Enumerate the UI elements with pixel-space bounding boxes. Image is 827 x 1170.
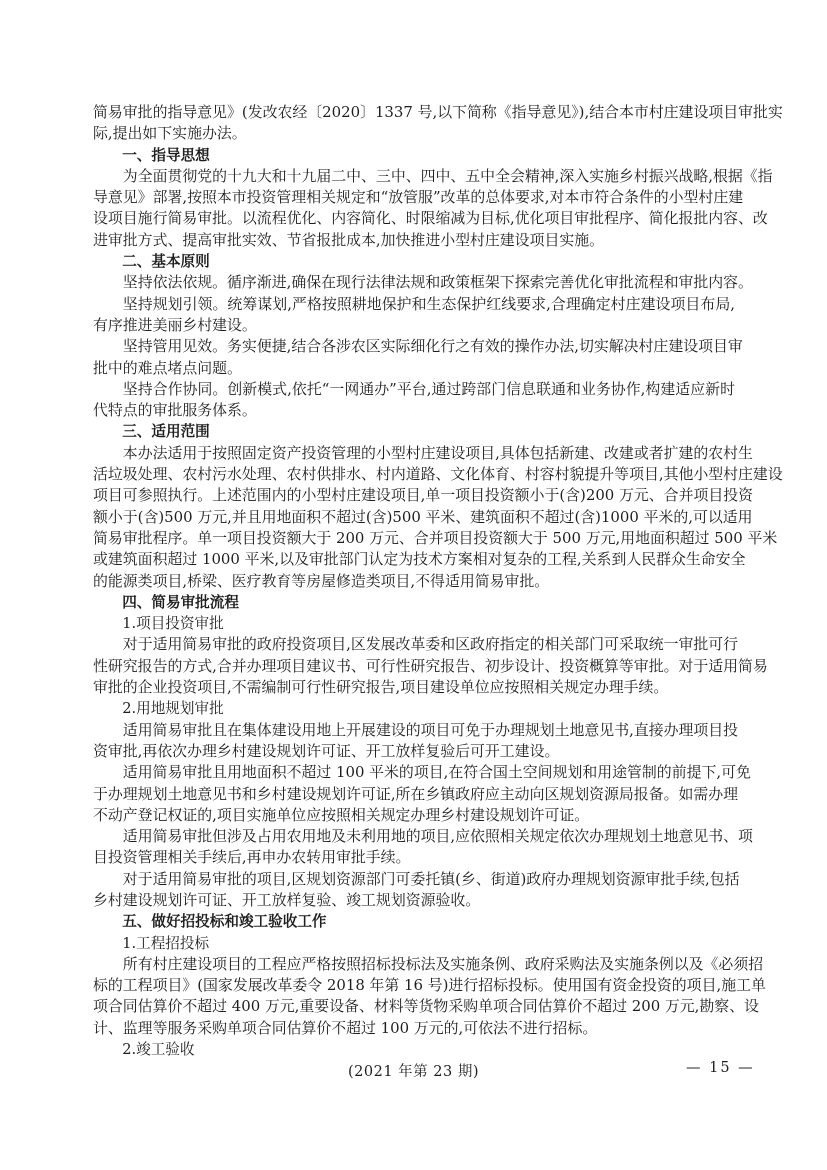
text-line: 或建筑面积超过 1000 平米,以及审批部门认定为技术方案相对复杂的工程,关系到人民群众生命安全: [93, 550, 746, 569]
text-line: 不动产登记权证的,项目实施单位应按照相关规定办理乡村建设规划许可证。: [93, 805, 590, 824]
text-line: 坚持合作协同。创新模式,依托“一网通办”平台,通过跨部门信息联通和业务协作,构建适应新时: [122, 379, 735, 398]
text-line: 本办法适用于按照固定资产投资管理的小型村庄建设项目,具体包括新建、改建或者扩建的农村生: [122, 443, 753, 462]
paragraph: [93, 443, 783, 592]
text-line: 额小于(含)500 万元,并且用地面积不超过(含)500 平米、建筑面积不超过(含)1000 平米的,可以适用: [93, 507, 753, 526]
subsection-heading: [93, 613, 735, 634]
text-line: 计、监理等服务采购单项合同估算价不超过 100 万元的,可依法不进行招标。: [93, 1018, 598, 1037]
section-heading: [93, 421, 735, 442]
text-line: 审批的企业投资项目,不需编制可行性研究报告,项目建设单位应按照相关规定办理手续。: [93, 678, 669, 697]
section-heading: [93, 251, 735, 272]
section-heading: [93, 592, 735, 613]
text-line: 活垃圾处理、农村污水处理、农村供排水、村内道路、文化体育、村容村貌提升等项目,其他小型村庄建设: [93, 465, 783, 484]
text-line: 对于适用简易审批的政府投资项目,区发展改革委和区政府指定的相关部门可采取统一审批可行: [122, 635, 739, 654]
text-line: 坚持规划引领。统筹谋划,严格按照耕地保护和生态保护红线要求,合理确定村庄建设项目布局,: [122, 294, 735, 313]
text-line: 项合同估算价不超过 400 万元,重要设备、材料等货物采购单项合同估算价不超过 200 万元,勘察、设: [93, 997, 759, 1016]
text-line: 资审批,再依次办理乡村建设规划许可证、开工放样复验后可开工建设。: [93, 741, 560, 760]
text-line: 标的工程项目》(国家发展改革委令 2018 年第 16 号)进行招标投标。使用国有资金投资的项目,施工单: [93, 976, 766, 995]
text-line: 项目可参照执行。上述范围内的小型村庄建设项目,单一项目投资额小于(含)200 万元、合并项目投资: [93, 486, 754, 505]
paragraph: [93, 634, 768, 698]
text-line: 批中的难点堵点问题。: [93, 358, 242, 377]
text-line: 际,提出如下实施办法。: [93, 124, 247, 143]
text-line: 二、基本原则: [122, 253, 210, 271]
text-line: 对于适用简易审批的项目,区规划资源部门可委托镇(乡、街道)政府办理规划资源审批手续,包括: [122, 869, 740, 888]
text-line: 坚持依法依规。循序渐进,确保在现行法律法规和政策框架下探索完善优化审批流程和审批内容。: [122, 273, 753, 292]
text-line: 有序推进美丽乡村建设。: [93, 315, 257, 334]
text-line: 1.项目投资审批: [122, 615, 224, 633]
paragraph: [93, 720, 739, 763]
document-body: [93, 102, 783, 1060]
text-line: 五、做好招投标和竣工验收工作: [122, 913, 327, 931]
text-line: 适用简易审批且在集体建设用地上开展建设的项目可免于办理规划土地意见书,直接办理项目投: [122, 720, 739, 739]
text-line: 设项目施行简易审批。以流程优化、内容简化、时限缩减为目标,优化项目审批程序、简化报批内容、改: [93, 209, 768, 228]
paragraph: [93, 762, 751, 826]
text-line: 进审批方式、提高审批实效、节省报批成本,加快推进小型村庄建设项目实施。: [93, 230, 605, 249]
text-line: 适用简易审批且用地面积不超过 100 平米的项目,在符合国土空间规划和用途管制的前提下,可免: [122, 763, 751, 782]
text-line: 适用简易审批但涉及占用农用地及未利用地的项目,应依照相关规定依次办理规划土地意见书、项: [122, 827, 753, 846]
text-line: 简易审批的指导意见》(发改农经〔2020〕1337 号,以下简称《指导意见》),结合本市村庄建设项目审批实: [93, 103, 783, 121]
paragraph: [93, 166, 773, 251]
paragraph: [93, 294, 735, 337]
paragraph: [93, 102, 783, 145]
text-line: 的能源类项目,桥梁、医疗教育等房屋修造类项目,不得适用简易审批。: [93, 571, 550, 590]
paragraph: [93, 379, 735, 422]
text-line: 于办理规划土地意见书和乡村建设规划许可证,所在乡镇政府应主动向区规划资源局报备。如需办理: [93, 784, 739, 803]
subsection-heading: [93, 933, 735, 954]
subsection-heading: [93, 698, 735, 719]
text-line: 坚持管用见效。务实便捷,结合各涉农区实际细化行之有效的操作办法,切实解决村庄建设项目审: [122, 337, 743, 356]
text-line: 目投资管理相关手续后,再申办农转用审批手续。: [93, 848, 411, 867]
text-line: 性研究报告的方式,合并办理项目建议书、可行性研究报告、初步设计、投资概算等审批。对于适用简易: [93, 656, 768, 675]
text-line: 一、指导思想: [122, 146, 210, 164]
text-line: 四、简易审批流程: [122, 593, 239, 611]
paragraph: [93, 272, 753, 293]
paragraph: [93, 826, 753, 869]
text-line: 2.用地规划审批: [122, 700, 224, 718]
section-heading: [93, 145, 735, 166]
section-heading: [93, 911, 735, 932]
text-line: 为全面贯彻党的十九大和十九届二中、三中、四中、五中全会精神,深入实施乡村振兴战略,根据《指: [122, 166, 773, 185]
text-line: 2.竣工验收: [122, 1041, 195, 1059]
paragraph: [93, 954, 766, 1039]
text-line: 导意见》部署,按照本市投资管理相关规定和“放管服”改革的总体要求,对本市符合条件的小型村庄建: [93, 188, 744, 207]
text-line: 简易审批程序。单一项目投资额大于 200 万元、合并项目投资额大于 500 万元,用地面积超过 500 平米: [93, 528, 778, 547]
text-line: 三、适用范围: [122, 423, 210, 441]
paragraph: [93, 869, 740, 912]
paragraph: [93, 336, 743, 379]
text-line: 乡村建设规划许可证、开工放样复验、竣工规划资源验收。: [93, 890, 481, 909]
subsection-heading: [93, 1039, 735, 1060]
text-line: 代特点的审批服务体系。: [93, 401, 257, 420]
text-line: 所有村庄建设项目的工程应严格按照招标投标法及实施条例、政府采购法及实施条例以及《必须招: [122, 954, 764, 973]
page-number: — 15 —: [686, 1060, 755, 1076]
text-line: 1.工程招投标: [122, 934, 210, 952]
issue-label: (2021 年第 23 期): [348, 1064, 479, 1080]
